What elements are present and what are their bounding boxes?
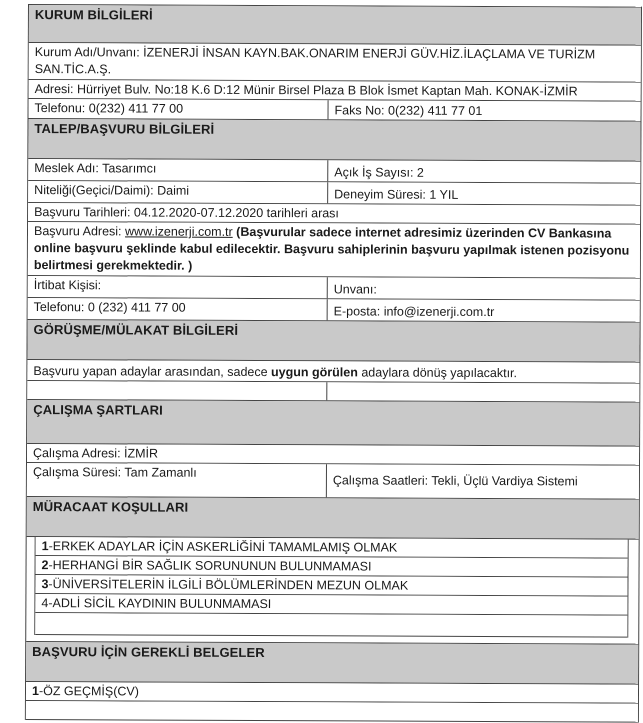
calisma-saat-value: Tekli, Üçlü Vardiya Sistemi bbox=[431, 474, 577, 489]
belge-empty-row bbox=[26, 701, 638, 723]
basvuru-adres-row bbox=[28, 222, 640, 279]
job-posting-form bbox=[25, 4, 642, 723]
gorusme-text-bold: uygun görülen bbox=[271, 365, 358, 379]
muracaat-item bbox=[36, 556, 628, 578]
muracaat-item-text: -HERHANGİ BİR SAĞLIK SORUNUNUN BULUNMAMASI bbox=[48, 558, 371, 573]
deneyim-label: Deneyim Süresi: bbox=[334, 187, 426, 201]
tarih-value: 04.12.2020-07.12.2020 tarihleri arası bbox=[134, 205, 339, 220]
calisma-adres-label: Çalışma Adresi: bbox=[33, 446, 121, 460]
calisma-sure-row bbox=[27, 463, 639, 500]
kurum-name-value: İZENERJİ İNSAN KAYN.BAK.ONARIM ENERJİ GÜV.HİZ.İLAÇLAMA VE TURİZM SAN.TİC.A.Ş. bbox=[35, 46, 595, 77]
section-header-kurum: KURUM BİLGİLERİ bbox=[29, 5, 641, 46]
muracaat-item-text: -ÜNİVERSİTELERİN İLGİLİ BÖLÜMLERİNDEN MEZUN OLMAK bbox=[48, 577, 408, 593]
irtibat-row bbox=[28, 276, 640, 301]
muracaat-item-text: -ERKEK ADAYLAR İÇİN ASKERLİĞİNİ TAMAMLAMIŞ OLMAK bbox=[49, 539, 398, 555]
meslek-value: Tasarımcı bbox=[102, 161, 156, 175]
meslek-row bbox=[28, 159, 640, 184]
kurum-address-label: Adresi: bbox=[35, 82, 74, 96]
calisma-sure-value: Tam Zamanlı bbox=[124, 465, 196, 479]
section-header-gorusme: GÖRÜŞME/MÜLAKAT BİLGİLERİ bbox=[27, 320, 639, 363]
section-header-talep: TALEP/BAŞVURU BİLGİLERİ bbox=[28, 119, 640, 162]
kurum-address-value: Hürriyet Bulv. No:18 K.6 D:12 Münir Birsel Plaza B Blok İsmet Kaptan Mah. KONAK-İZMİR bbox=[77, 82, 578, 98]
gorusme-text-row bbox=[27, 360, 639, 384]
muracaat-item-num: 2 bbox=[42, 558, 49, 572]
basvuru-website-link[interactable]: www.izenerji.com.tr bbox=[125, 224, 233, 238]
section-header-calisma: ÇALIŞMA ŞARTLARI bbox=[27, 400, 639, 447]
gorusme-text-after: adaylara dönüş yapılacaktır. bbox=[361, 365, 517, 380]
muracaat-item-num: 4 bbox=[41, 596, 48, 610]
muracaat-item-num: 1 bbox=[42, 539, 49, 553]
muracaat-item bbox=[35, 575, 627, 597]
belge-item-num: 1 bbox=[32, 684, 39, 698]
nitelik-value: Daimi bbox=[157, 184, 189, 198]
nitelik-label: Niteliği(Geçici/Daimi): bbox=[34, 183, 154, 198]
kurum-phone-label: Telefonu: bbox=[35, 101, 86, 115]
talep-phone-label: Telefonu: bbox=[34, 300, 85, 314]
kurum-contact-row bbox=[28, 99, 640, 122]
calisma-sure-label: Çalışma Süresi: bbox=[33, 465, 121, 479]
nitelik-row bbox=[28, 181, 640, 206]
muracaat-item bbox=[35, 594, 627, 616]
muracaat-item-num: 3 bbox=[41, 577, 48, 591]
talep-contact-row bbox=[28, 298, 640, 323]
muracaat-item-text: -ADLİ SİCİL KAYDININ BULUNMAMASI bbox=[48, 596, 271, 611]
kurum-fax-value: 0(232) 411 77 01 bbox=[388, 104, 482, 118]
talep-phone-value: 0 (232) 411 77 00 bbox=[88, 300, 186, 314]
eposta-label: E-posta: bbox=[334, 304, 381, 318]
muracaat-item bbox=[36, 537, 628, 559]
muracaat-empty-row bbox=[35, 613, 627, 638]
meslek-label: Meslek Adı: bbox=[34, 161, 99, 175]
section-header-muracaat: MÜRACAAT KOŞULLARI bbox=[27, 497, 639, 540]
kurum-phone-value: 0(232) 411 77 00 bbox=[89, 101, 183, 115]
tarih-label: Başvuru Tarihleri: bbox=[34, 205, 130, 219]
acik-is-label: Açık İş Sayısı: bbox=[334, 165, 413, 179]
kurum-name-label: Kurum Adı/Unvanı: bbox=[35, 45, 140, 59]
gorusme-text-before: Başvuru yapan adaylar arasından, sadece bbox=[33, 364, 267, 379]
belge-item-text: -ÖZ GEÇMİŞ(CV) bbox=[39, 684, 139, 698]
basvuru-adres-note: (Başvurular sadece internet adresimiz üzerinden CV Bankasına online başvuru şeklinde kabul edilecektir. Başvuru sahiplerinin başvuru yapılmak istenen pozisyonu belirtmesi gerekmektedir. ) bbox=[34, 225, 629, 273]
deneyim-value: 1 YIL bbox=[429, 188, 458, 202]
calisma-saat-label: Çalışma Saatleri: bbox=[333, 473, 428, 487]
calisma-adres-value: İZMİR bbox=[124, 446, 158, 460]
eposta-value: info@izenerji.com.tr bbox=[384, 305, 495, 319]
muracaat-list bbox=[34, 537, 628, 638]
kurum-name-row bbox=[29, 43, 641, 83]
irtibat-label: İrtibat Kişisi: bbox=[34, 278, 101, 292]
acik-is-value: 2 bbox=[417, 166, 424, 180]
unvan-label: Unvanı: bbox=[334, 282, 377, 296]
basvuru-adres-label: Başvuru Adresi: bbox=[34, 224, 122, 238]
kurum-fax-label: Faks No: bbox=[335, 103, 385, 117]
section-header-belgeler: BAŞVURU İÇİN GEREKLİ BELGELER bbox=[26, 642, 638, 685]
